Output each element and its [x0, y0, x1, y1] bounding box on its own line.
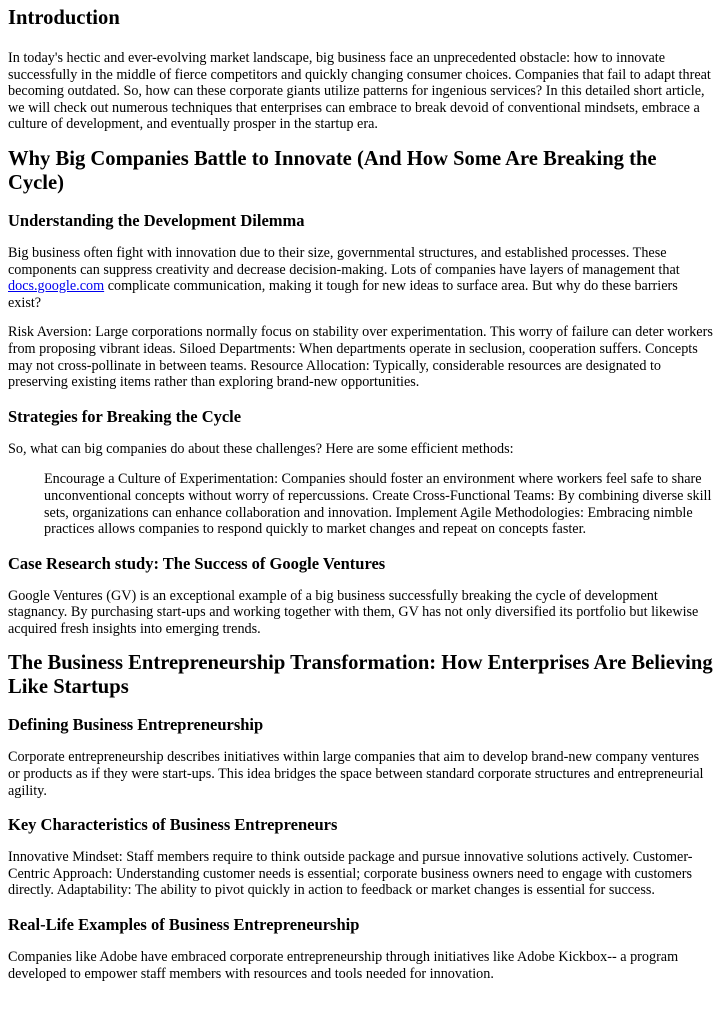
- transform-heading: The Business Entrepreneurship Transformation: How Enterprises Are Believing Like Startups: [8, 652, 713, 699]
- defining-paragraph: Corporate entrepreneurship describes initiatives within large companies that aim to develop brand-new company ventures or products as if they were start-ups. This idea bridges the space between standard corporate structures and entrepreneurial agility.: [8, 749, 704, 799]
- key-heading: Key Characteristics of Business Entrepreneurs: [8, 815, 338, 835]
- defining-heading: Defining Business Entrepreneurship: [8, 715, 264, 735]
- intro-heading: Introduction: [8, 7, 120, 29]
- dilemma-paragraph-2: Risk Aversion: Large corporations normally focus on stability over experimentation. This worry of failure can deter workers from proposing vibrant ideas. Siloed Departments: When departments operate in seclusion, cooperation suffers. Concepts may not cross-pollinate in between teams. Resource Allocation: Typically, considerable resources are designated to preserving existing items rather than exploring brand-new opportunities.: [8, 324, 713, 391]
- why-heading: Why Big Companies Battle to Innovate (And How Some Are Breaking the Cycle): [8, 147, 657, 194]
- examples-heading: Real-Life Examples of Business Entrepreneurship: [8, 915, 360, 935]
- strategies-intro: So, what can big companies do about these challenges? Here are some efficient methods:: [8, 440, 514, 457]
- intro-paragraph: In today's hectic and ever-evolving market landscape, big business face an unprecedented obstacle: how to innovate successfully in the middle of fierce competitors and quickly changing consumer choices. Companies that fail to adapt threat becoming outdated. So, how can these corporate giants utilize patterns for ingenious services? In this detailed short article, we will check out numerous techniques that enterprises can embrace to break devoid of conventional mindsets, embrace a culture of development, and eventually prosper in the startup era.: [8, 50, 711, 133]
- case-paragraph: Google Ventures (GV) is an exceptional example of a big business successfully breaking the cycle of development stagnancy. By purchasing start-ups and working together with them, GV has not only diversified its portfolio but likewise acquired fresh insights into emerging trends.: [8, 587, 699, 637]
- examples-paragraph: Companies like Adobe have embraced corporate entrepreneurship through initiatives like Adobe Kickbox-- a program developed to empower staff members with resources and tools needed for innovation.: [8, 949, 679, 982]
- dilemma-text-after: complicate communication, making it tough for new ideas to surface area. But why do these barriers exist?: [8, 278, 678, 311]
- docs-google-link[interactable]: docs.google.com: [8, 278, 105, 295]
- dilemma-heading: Understanding the Development Dilemma: [8, 210, 305, 230]
- strategies-heading: Strategies for Breaking the Cycle: [8, 406, 242, 426]
- key-paragraph: Innovative Mindset: Staff members require to think outside package and pursue innovative solutions actively. Customer-Centric Approach: Understanding customer needs is essential; corporate business owners need to engage with customers directly. Adaptability: The ability to pivot quickly in action to feedback or market changes is essential for success.: [8, 849, 693, 899]
- article: [0, 6, 714, 982]
- case-heading: Case Research study: The Success of Google Ventures: [8, 553, 386, 573]
- dilemma-text-before: Big business often fight with innovation due to their size, governmental structures, and established processes. These components can suppress creativity and decrease decision-making. Lots of companies have layers of management that: [8, 244, 680, 278]
- strategies-quote: Encourage a Culture of Experimentation: Companies should foster an environment where workers feel safe to share unconventional concepts without worry of repercussions. Create Cross-Functional Teams: By combining diverse skill sets, organizations can enhance collaboration and innovation. Implement Agile Methodologies: Embracing nimble practices allows companies to respond quickly to market changes and repeat on concepts faster.: [44, 471, 712, 538]
- dilemma-paragraph-1: [8, 245, 714, 311]
